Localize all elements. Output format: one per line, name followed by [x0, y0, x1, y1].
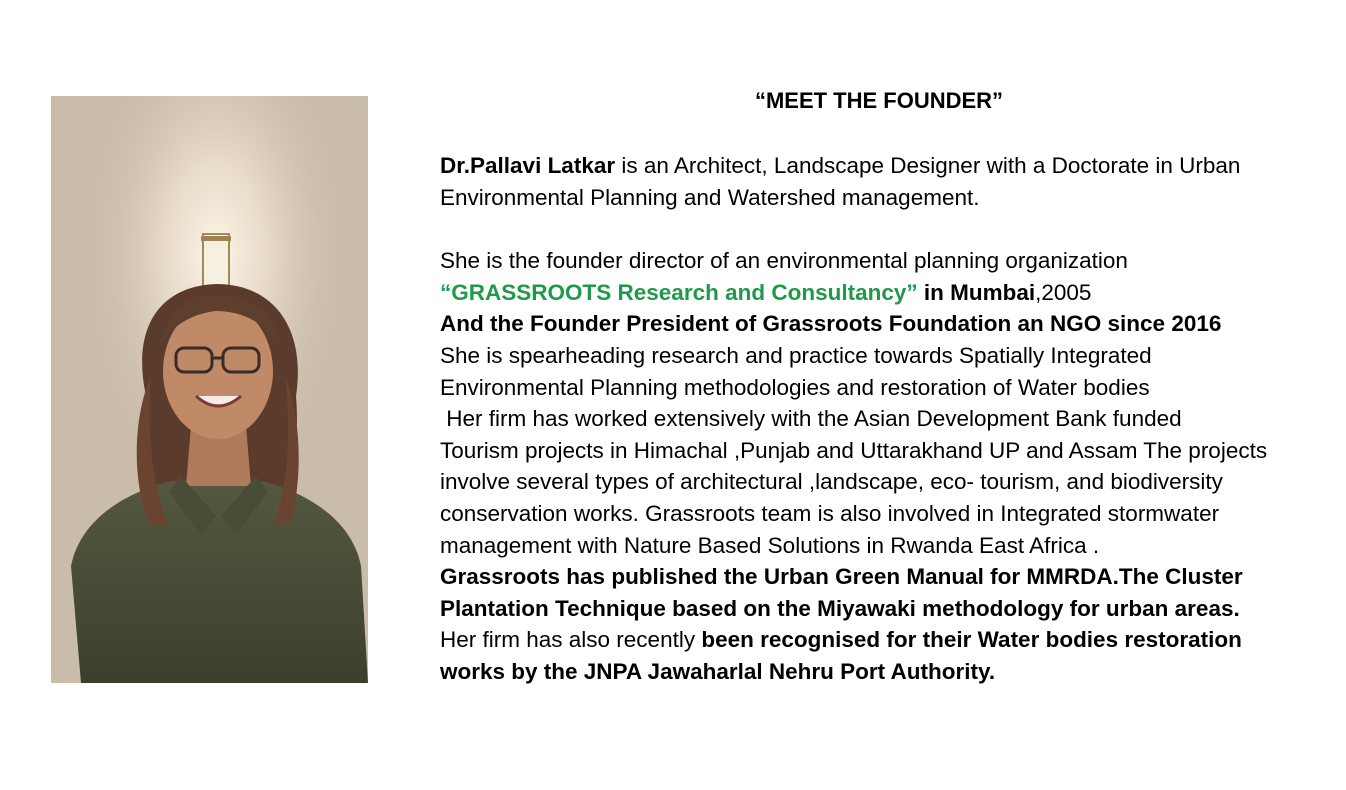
bio-line: Tourism projects in Himachal ,Punjab and Uttarakhand UP and Assam The projects	[440, 437, 1268, 463]
slide-title: “MEET THE FOUNDER”	[754, 88, 1004, 113]
recognition-intro: Her firm has also recently	[440, 627, 702, 653]
bio-line: management with Nature Based Solutions in Rwanda East Africa .	[440, 532, 1100, 558]
bio-line	[440, 624, 1340, 656]
recognition-text: been recognised for their Water bodies restoration	[701, 627, 1242, 653]
year-text: ,2005	[1035, 279, 1092, 305]
spacer	[440, 213, 1340, 245]
bio-line: works by the JNPA Jawaharlal Nehru Port Authority.	[440, 658, 996, 684]
bio-line: And the Founder President of Grassroots Foundation an NGO since 2016	[440, 311, 1222, 337]
intro-text: is an Architect, Landscape Designer with a Doctorate in Urban	[615, 153, 1241, 178]
founder-name: Dr.Pallavi Latkar	[440, 153, 616, 178]
organization-name: “GRASSROOTS Research and Consultancy”	[440, 279, 918, 305]
founder-photo	[51, 96, 368, 683]
bio-line: Grassroots has published the Urban Green Manual for MMRDA.The Cluster	[440, 564, 1243, 590]
bio-line: conservation works. Grassroots team is also involved in Integrated stormwater	[440, 500, 1220, 526]
bio-line: Environmental Planning and Watershed management.	[440, 184, 980, 210]
bio-line	[440, 150, 1340, 182]
bio-line: She is the founder director of an environmental planning organization	[440, 248, 1128, 274]
founder-portrait-illustration	[51, 96, 368, 683]
bio-line: She is spearheading research and practice towards Spatially Integrated	[440, 342, 1152, 368]
bio-line	[440, 277, 1340, 309]
bio-line: involve several types of architectural ,landscape, eco- tourism, and biodiversity	[440, 469, 1223, 495]
founder-bio	[440, 150, 1340, 688]
bio-line: Her firm has worked extensively with the Asian Development Bank funded	[440, 406, 1182, 432]
bio-line: Environmental Planning methodologies and restoration of Water bodies	[440, 374, 1150, 400]
location-text: in Mumbai	[917, 279, 1036, 305]
bio-line: Plantation Technique based on the Miyawaki methodology for urban areas.	[440, 595, 1240, 621]
